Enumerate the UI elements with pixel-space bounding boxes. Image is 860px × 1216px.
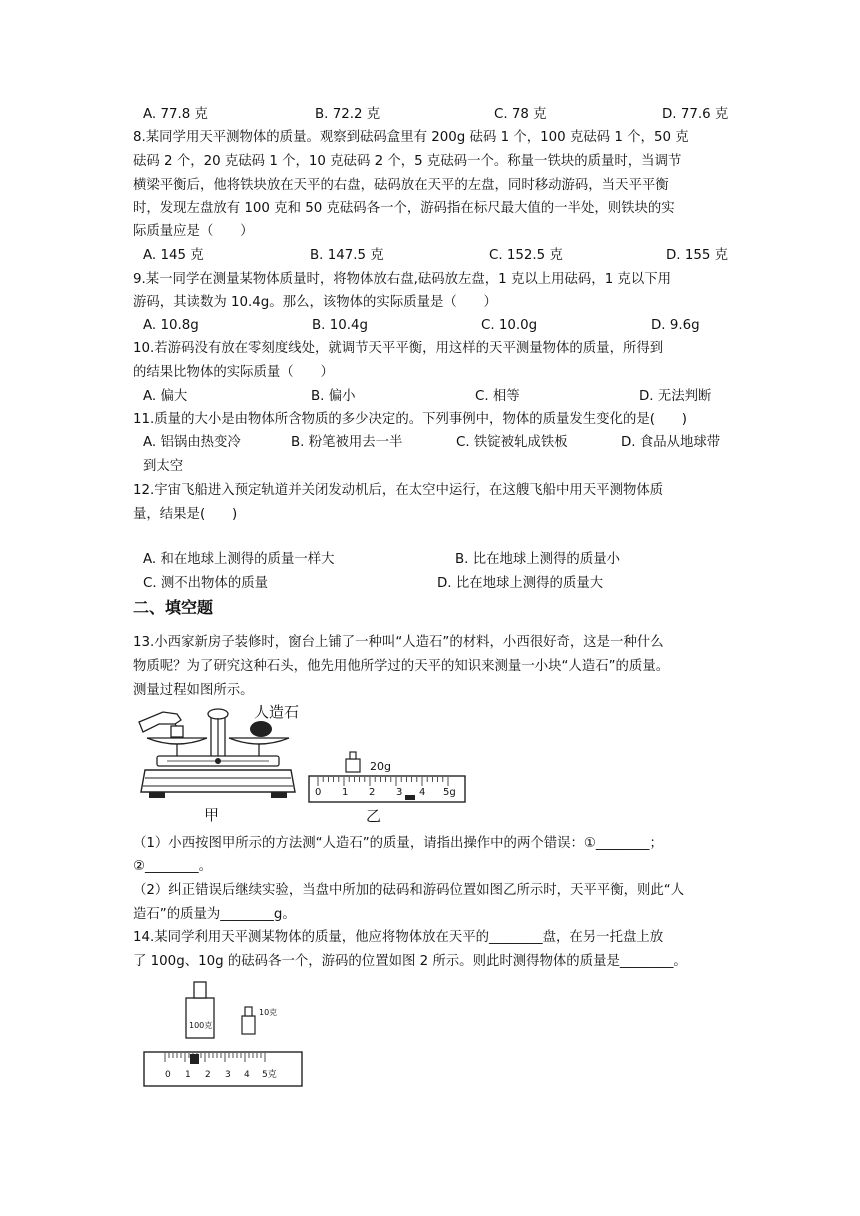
scale-tick-label: 1	[185, 1070, 191, 1080]
q13-line: 物质呢？为了研究这种石头，他先用他所学过的天平的知识来测量一小块“人造石”的质量。	[133, 659, 670, 674]
q12-line: 12.宇宙飞船进入预定轨道并关闭发动机后，在太空中运行，在这艘飞船中用天平测物体质	[133, 483, 664, 498]
scale-tick-label: 5g	[443, 787, 456, 798]
q10-option-d: D. 无法判断	[639, 389, 712, 404]
q8-line: 8.某同学用天平测物体的质量。观察到砝码盒里有 200g 砝码 1 个，100 克砝码 1 个，50 克	[133, 130, 689, 145]
q10-line: 的结果比物体的实际质量（ ）	[133, 365, 334, 380]
q12-option-c: C. 测不出物体的质量	[143, 576, 268, 591]
q8-line: 时，发现左盘放有 100 克和 50 克砝码各一个，游码指在标尺最大值的一半处，则铁块的实	[133, 201, 675, 216]
q7-option-b: B. 72.2 克	[315, 107, 381, 122]
scale-tick-label: 3	[396, 787, 403, 798]
q14-line: 了 100g、10g 的砝码各一个，游码的位置如图 2 所示。则此时测得物体的质量是________。	[133, 954, 687, 969]
q8-option-a: A. 145 克	[143, 248, 204, 263]
q13-line: 测量过程如图所示。	[133, 683, 254, 698]
q12-option-d: D. 比在地球上测得的质量大	[437, 576, 604, 591]
q10-line: 10.若游码没有放在零刻度线处，就调节天平平衡，用这样的天平测量物体的质量，所得到	[133, 341, 664, 356]
q9-line: 9.某一同学在测量某物体质量时，将物体放右盘,砝码放左盘，1 克以上用砝码，1 克以下用	[133, 272, 672, 287]
stone-label: 人造石	[254, 703, 300, 721]
q13-sub2: 造石”的质量为________g。	[133, 907, 296, 922]
section-title: 二、填空题	[133, 598, 214, 617]
figure-caption-left: 甲	[204, 806, 220, 824]
q8-line: 砝码 2 个，20 克砝码 1 个，10 克砝码 2 个，5 克砝码一个。称量一铁块的质量时，当调节	[133, 154, 682, 169]
scale-tick-label: 4	[419, 787, 426, 798]
scale-tick-label: 3	[225, 1070, 231, 1080]
q11-option-d-wrap: 到太空	[143, 459, 184, 474]
q13-sub2: （2）纠正错误后继续实验，当盘中所加的砝码和游码位置如图乙所示时，天平平衡，则此“人	[133, 883, 685, 898]
scale-tick-label: 5克	[262, 1070, 277, 1080]
q11-option-a: A. 铝锅由热变冷	[143, 435, 241, 450]
q14-line: 14.某同学利用天平测某物体的质量，他应将物体放在天平的________盘，在另一托盘上放	[133, 930, 664, 945]
q12-line: 量，结果是( )	[133, 507, 238, 522]
scale-tick-labels	[308, 784, 466, 800]
q11-line: 11.质量的大小是由物体所含物质的多少决定的。下列事例中，物体的质量发生变化的是( )	[133, 412, 687, 427]
q8-option-c: C. 152.5 克	[489, 248, 563, 263]
q14-scale-rider	[190, 1054, 199, 1064]
q13-sub1: （1）小西按图甲所示的方法测“人造石”的质量，请指出操作中的两个错误：①________；	[133, 836, 663, 851]
q9-line: 游码，其读数为 10.4g。那么，该物体的实际质量是（ ）	[133, 295, 497, 310]
q10-option-a: A. 偏大	[143, 389, 188, 404]
q13-line: 13.小西家新房子装修时，窗台上铺了一种叫“人造石”的材料，小西很好奇，这是一种什么	[133, 635, 664, 650]
q9-option-a: A. 10.8g	[143, 318, 199, 333]
q13-sub1: ②________。	[133, 859, 212, 874]
q7-option-c: C. 78 克	[494, 107, 547, 122]
weight-100g-label: 100克	[189, 1021, 213, 1030]
q11-option-c: C. 铁锭被轧成铁板	[456, 435, 568, 450]
q9-option-c: C. 10.0g	[481, 318, 538, 333]
scale-tick-label: 2	[369, 787, 376, 798]
q12-option-b: B. 比在地球上测得的质量小	[455, 552, 620, 567]
q8-option-b: B. 147.5 克	[310, 248, 384, 263]
q7-option-a: A. 77.8 克	[143, 107, 208, 122]
scale-tick-label: 1	[342, 787, 349, 798]
weight-20g-label: 20g	[370, 760, 391, 773]
q10-option-c: C. 相等	[475, 389, 520, 404]
weight-10g	[242, 1016, 255, 1034]
q14-scale-tick-labels	[144, 1066, 304, 1080]
scale-tick-label: 0	[165, 1070, 171, 1080]
weight-10g-label: 10克	[259, 1008, 278, 1017]
figure-caption-right: 乙	[366, 807, 382, 825]
scale-tick-label: 2	[205, 1070, 211, 1080]
q12-option-a: A. 和在地球上测得的质量一样大	[143, 552, 335, 567]
q11-option-d: D. 食品从地球带	[621, 435, 721, 450]
scale-tick-label: 0	[315, 787, 322, 798]
q8-option-d: D. 155 克	[666, 248, 729, 263]
q9-option-d: D. 9.6g	[651, 318, 700, 333]
q9-option-b: B. 10.4g	[312, 318, 369, 333]
q8-line: 横梁平衡后，他将铁块放在天平的右盘，砝码放在天平的左盘，同时移动游码，当天平平衡	[133, 178, 669, 193]
q8-line: 际质量应是（ ）	[133, 224, 254, 239]
scale-tick-label: 4	[244, 1070, 250, 1080]
q11-option-b: B. 粉笔被用去一半	[291, 435, 403, 450]
q10-option-b: B. 偏小	[311, 389, 356, 404]
q7-option-d: D. 77.6 克	[662, 107, 729, 122]
